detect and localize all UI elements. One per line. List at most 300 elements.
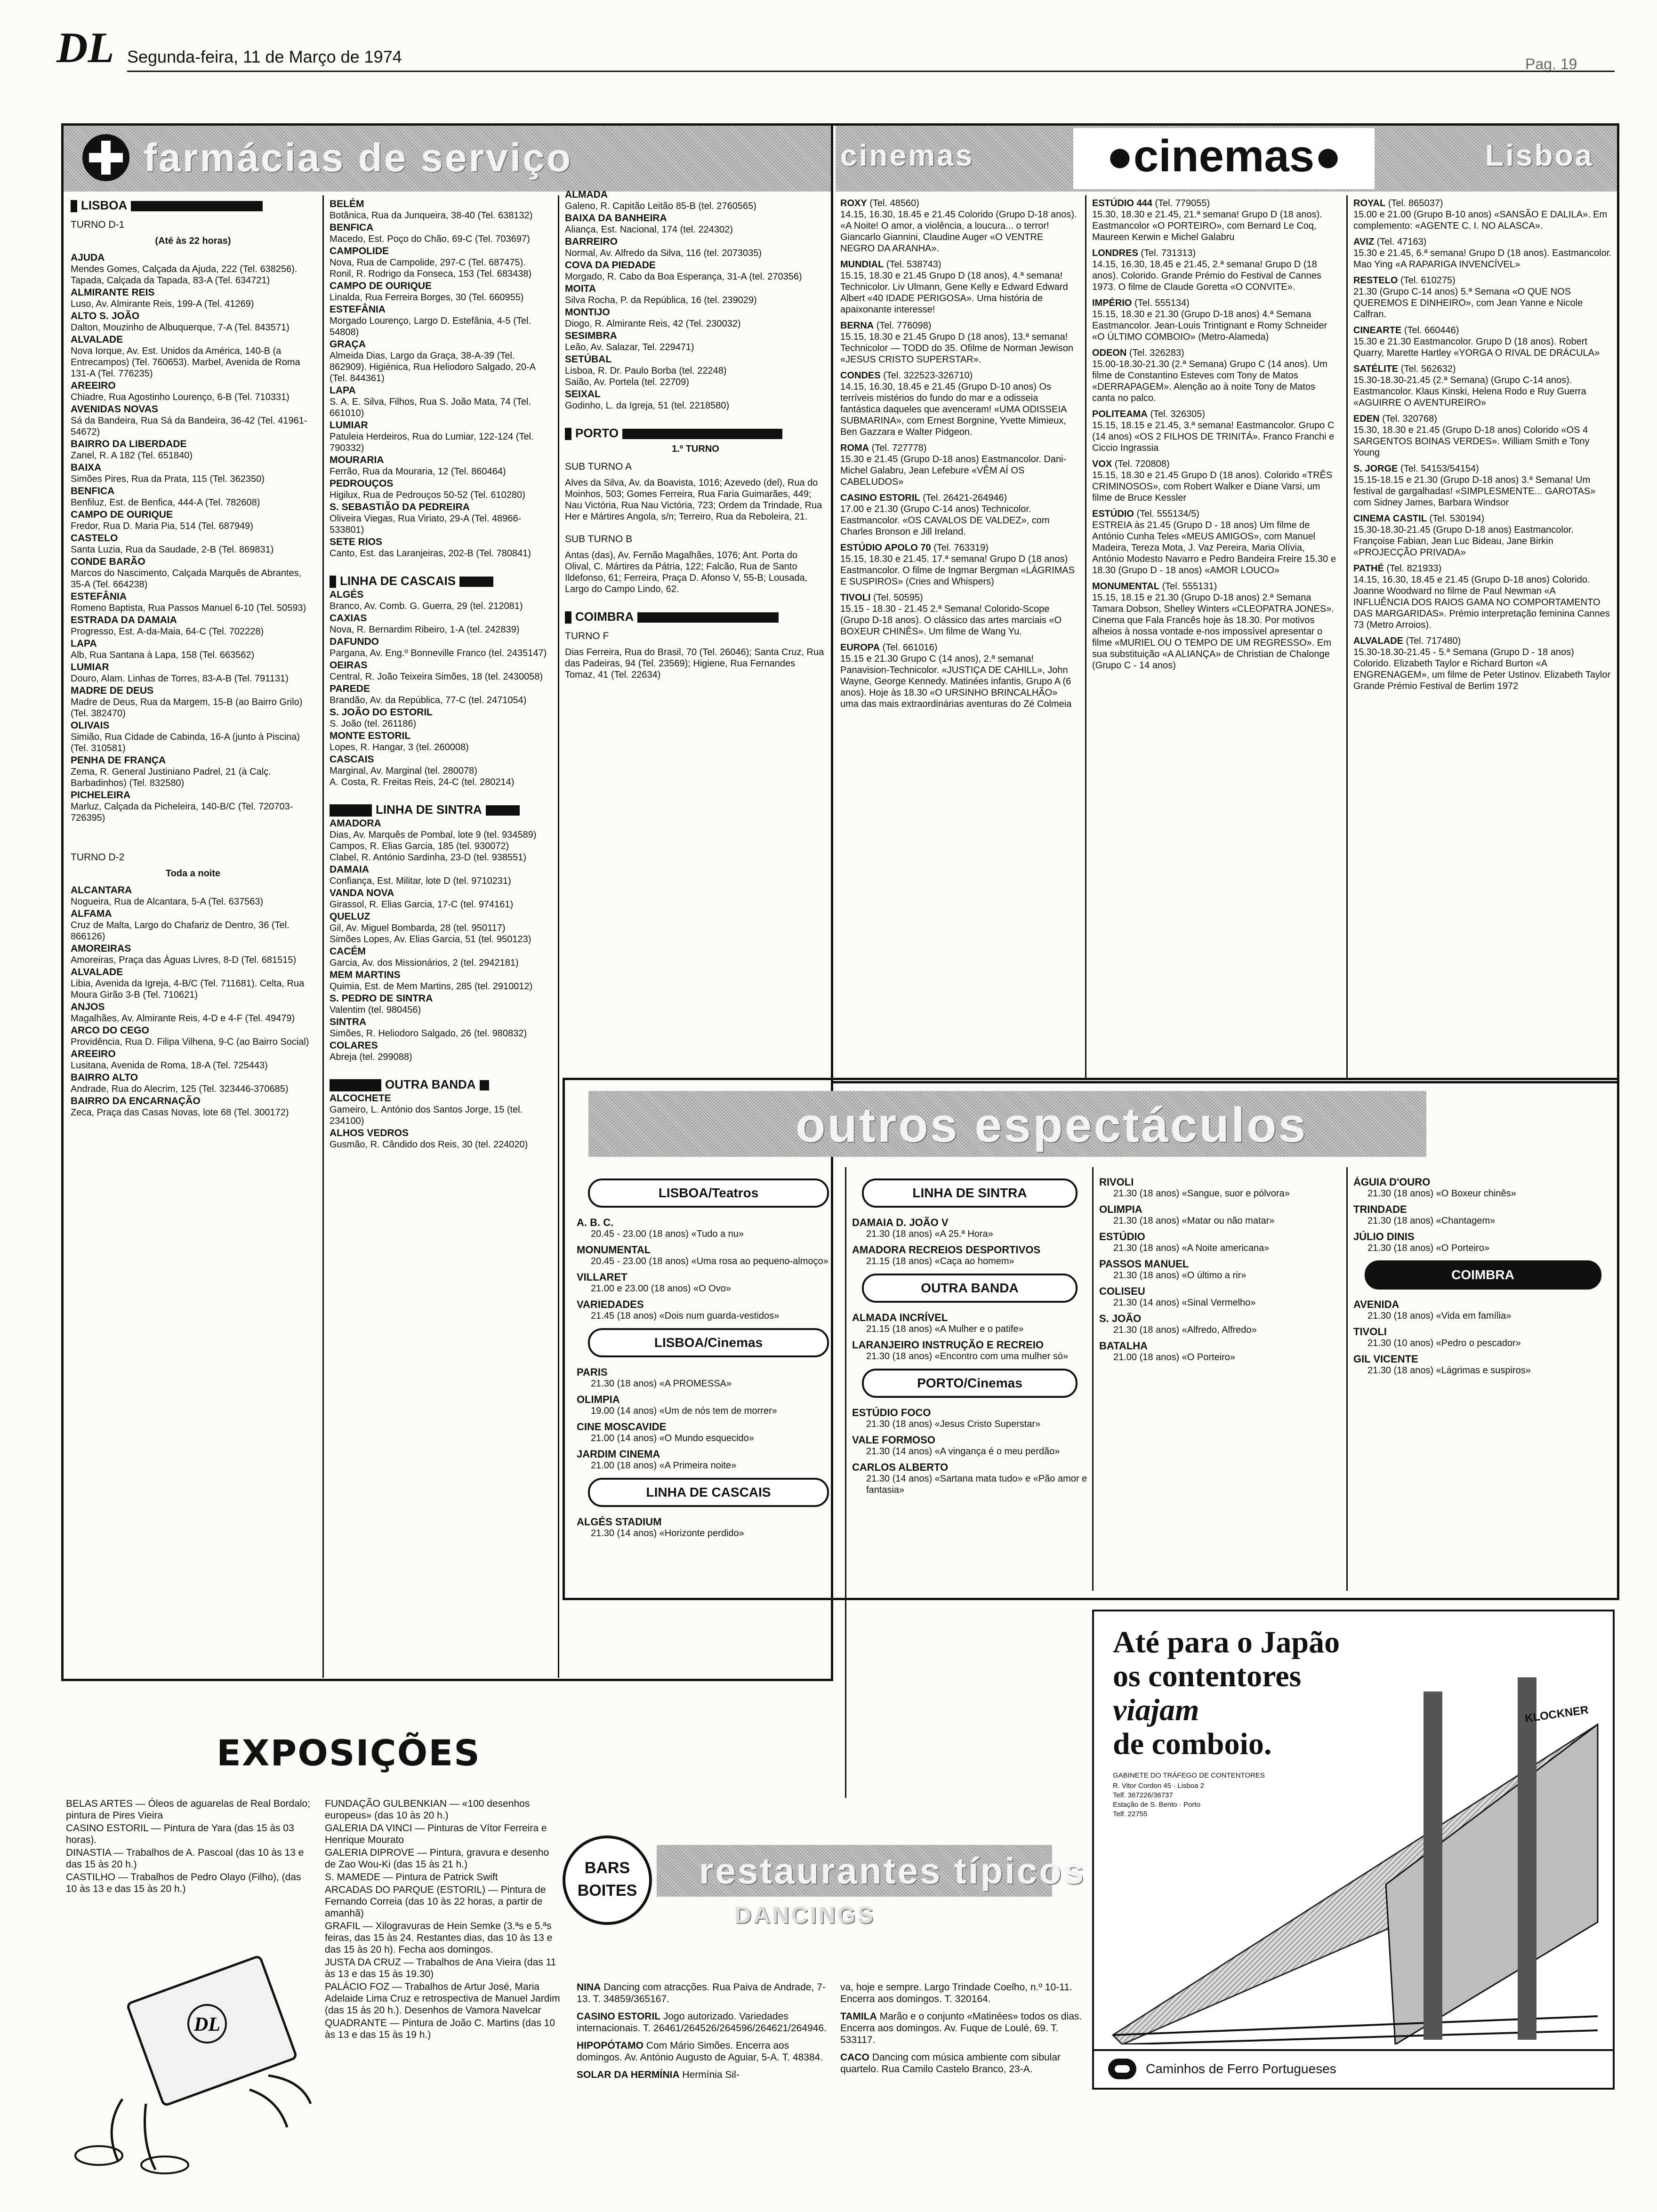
pharmacy-place: CASTELO <box>71 533 118 544</box>
exhibition-entry: S. MAMEDE — Pintura de Patrick Swift <box>325 1872 498 1883</box>
pharmacy-entry: Alb, Rua Santana à Lapa, 158 (Tel. 663562) <box>71 650 255 660</box>
exposicoes-col-2 <box>325 1798 560 2184</box>
masthead-rule <box>127 71 1615 72</box>
pharmacies-col-3 <box>565 188 826 1130</box>
cinema-listing <box>1092 198 1337 243</box>
outros-col-3 <box>1099 1177 1335 1591</box>
cinema-heading <box>1353 413 1612 425</box>
bars-col-1 <box>577 1981 833 2086</box>
exhibition-illustration <box>71 1920 315 2174</box>
bars-col-2 <box>840 1981 1085 2081</box>
show-details: 21.30 (14 anos) «A vingança é o meu perdão» <box>866 1446 1060 1457</box>
cinema-name: TIVOLI <box>840 593 871 603</box>
cinema-details: 15.30, 18.30 e 21.45 (Grupo D-18 anos) Colorido «OS 4 SARGENTOS BOINAS VERDES». William Smith e Tony Young <box>1353 425 1590 458</box>
cinema-details: 15.15, 18.30 e 21.45. 17.ª semana! Grupo D (18 anos) Eastmancolor. O filme de Ingmar Bergman «LÁGRIMAS E SUSPIROS» (Cries and Whispers) <box>840 554 1075 587</box>
show-details: 21.30 (14 anos) «Sartana mata tudo» e «Pão amor e fantasia» <box>866 1474 1087 1495</box>
outra-banda-section-bar: OUTRA BANDA <box>330 1077 551 1092</box>
pharmacy-place: MONTIJO <box>565 307 610 318</box>
cinema-heading <box>840 592 1078 603</box>
show-venue: BATALHA <box>1099 1340 1148 1352</box>
pharmacy-entry: Chiadre, Rua Agostinho Lourenço, 6-B (Tel. 710331) <box>71 392 290 402</box>
cinema-heading <box>840 370 1078 381</box>
show-venue: RIVOLI <box>1099 1177 1134 1188</box>
cinema-listing <box>840 642 1078 710</box>
pharmacy-entry: Zanel, R. A 182 (Tel. 651840) <box>71 450 193 461</box>
cinema-heading <box>840 442 1078 454</box>
cinema-details: 15.15 e 21.30 Grupo C (14 anos), 2.ª semana! Panavision-Technicolor. «JUSTIÇA DE CAHILL», John Wayne, George Kennedy. Matinées infantis, Grupo A (6 anos). Hoje às 18.30 «O URSINHO BRINCALHÃO» uma das mais extraordinárias aventuras do Zé Colmeia <box>840 654 1072 709</box>
cinema-name: SATÉLITE <box>1353 364 1399 374</box>
ad-address-1: R. Vitor Cordon 45 · Lisboa 2 <box>1113 1782 1204 1790</box>
cinema-listing <box>1353 563 1612 631</box>
pharmacy-place: ESTEFÂNIA <box>71 591 127 602</box>
pharmacy-place: ALHOS VEDROS <box>330 1128 409 1138</box>
pharmacy-entry: Brandão, Av. da República, 77-C (tel. 2471054) <box>330 695 527 705</box>
pharmacy-list-sintra <box>330 818 551 1063</box>
bars-banner-text: restaurantes típicos <box>699 1850 1086 1891</box>
cinema-details: 15.30, 18.30 e 21.45, 21.ª semana! Grupo D (18 anos). Eastmancolor «O PORTEIRO», com Bernard Le Coq, Maureen Kerwin e Michel Galabru <box>1092 209 1322 242</box>
show-details: 21.30 (18 anos) «Lágrimas e suspiros» <box>1367 1365 1531 1376</box>
bar-details: Dancing com atracções. Rua Paiva de Andrade, 7-13. T. 34859/365167. <box>577 1982 826 2004</box>
cinema-heading <box>1092 198 1337 209</box>
lisboa-section-bar: LISBOA <box>71 198 315 213</box>
ad-headline-3: viajam <box>1113 1693 1199 1727</box>
pharmacy-entry: Simões Lopes, Av. Elias Garcia, 51 (tel. 950123) <box>330 934 531 945</box>
show-details: 20.45 - 23.00 (18 anos) «Uma rosa ao pequeno-almoço» <box>591 1256 828 1266</box>
pharmacy-entry: Saião, Av. Portela (tel. 22709) <box>565 377 689 387</box>
pharmacy-place: ESTRADA DA DAMAIA <box>71 615 177 625</box>
show-venue: VILLARET <box>577 1271 627 1283</box>
pharmacy-entry: Libia, Avenida da Igreja, 4-B/C (Tel. 711681). Celta, Rua Moura Girão 3-B (Tel. 710621) <box>71 978 305 1000</box>
exhibition-entry: DINASTIA — Trabalhos de A. Pascoal (das 10 às 13 e das 15 às 20 h.) <box>66 1847 304 1870</box>
cinemas-banner-left: cinemas <box>840 138 974 172</box>
cinemas-banner-right: Lisboa <box>1485 138 1594 172</box>
pharmacy-place: MONTE ESTORIL <box>330 730 411 741</box>
pharmacy-entry: Diogo, R. Almirante Reis, 42 (Tel. 230032) <box>565 319 741 329</box>
cinemas-col-divider-2 <box>1346 195 1348 1080</box>
cinema-tel: (Tel. 776098) <box>876 321 932 331</box>
show-venue: ESTÚDIO FOCO <box>852 1407 931 1419</box>
cinema-listing <box>840 592 1078 637</box>
pharmacies-banner-text: farmácias de serviço <box>144 136 573 180</box>
porto-sub-a-label: SUB TURNO A <box>565 461 632 472</box>
cinema-details: 15.15, 18.30 e 21.30 (Grupo D-18 anos) 4.ª Semana Eastmancolor. Jean-Louis Trintignant e Romy Schneider «O ÚLTIMO COMBOIO» (Metro-Alameda) <box>1092 309 1327 342</box>
pharmacy-col-divider-2 <box>558 195 559 1678</box>
cinema-heading <box>840 320 1078 331</box>
pharmacy-place: MOURARIA <box>330 455 384 465</box>
pharmacy-list-col2 <box>330 199 551 559</box>
pharmacy-entry: Silva Rocha, P. da República, 16 (tel. 239029) <box>565 295 757 305</box>
cinema-listing <box>840 259 1078 315</box>
bar-details: Hermínia Sil- <box>682 2069 740 2080</box>
pharmacy-place: VANDA NOVA <box>330 888 394 898</box>
cinema-details: ESTREIA às 21.45 (Grupo D - 18 anos) Um filme de António Cunha Teles «MEUS AMIGOS», com Manuel Madeira, Tereza Mota, J. Vaz Pereira, Maria Olívia, António Modesto Navarro e Pedro Bandeira Freire 15.30 e 18.30 (Grupo D - 18 anos) «AMOR LOUCO» <box>1092 520 1336 576</box>
pharmacy-place: S. SEBASTIÃO DA PEDREIRA <box>330 502 470 513</box>
show-details: 21.30 (18 anos) «A Noite americana» <box>1113 1243 1270 1253</box>
bars-badge-line-1: BARS <box>584 1859 630 1877</box>
cinema-listing <box>1092 581 1337 671</box>
pharmacy-entry: Valentim (tel. 980456) <box>330 1005 421 1015</box>
cinema-tel: (Tel. 865037) <box>1388 198 1443 208</box>
pharmacy-entry: Zema, R. General Justiniano Padrel, 21 (à Calç. Barbadinhos) (Tel. 832580) <box>71 767 271 788</box>
ad-headline-4: de comboio. <box>1113 1727 1272 1761</box>
bar-entry <box>577 1981 833 2005</box>
show-venue: A. B. C. <box>577 1217 614 1228</box>
pharmacy-entry: Simões, R. Heliodoro Salgado, 26 (tel. 980832) <box>330 1028 527 1039</box>
pharmacy-place: ARCO DO CEGO <box>71 1025 149 1036</box>
show-venue: OLIMPIA <box>577 1394 620 1405</box>
pharmacy-entry: Nova, R. Bernardim Ribeiro, 1-A (tel. 242839) <box>330 625 520 635</box>
pharmacy-entry: S. João (tel. 261186) <box>330 719 417 729</box>
cinema-name: ALVALADE <box>1353 636 1403 646</box>
bar-details: Dancing com música ambiente com sibular quartelo. Rua Camilo Castelo Branco, 23-A. <box>840 2052 1061 2075</box>
pharmacy-entry: Morgado, R. Cabo da Boa Esperança, 31-A (tel. 270356) <box>565 272 802 282</box>
show-venue: CARLOS ALBERTO <box>852 1461 949 1473</box>
until-22-label: (Até às 22 horas) <box>155 236 231 246</box>
exhibition-entry: GALERIA DA VINCI — Pinturas de Vítor Ferreira e Henrique Mourato <box>325 1823 547 1845</box>
bar-name: SOLAR DA HERMÍNIA <box>577 2069 680 2080</box>
cinema-name: ESTÚDIO 444 <box>1092 198 1152 208</box>
cinema-heading <box>840 259 1078 270</box>
show-details: 21.30 (18 anos) «O último a rir» <box>1113 1270 1247 1281</box>
bar-name: TAMILA <box>840 2011 877 2022</box>
cinema-tel: (Tel. 54153/54154) <box>1400 464 1479 474</box>
pharmacy-place: ALCANTARA <box>71 885 132 896</box>
pharmacy-cross-icon <box>82 134 129 181</box>
pharmacy-place: S. JOÃO DO ESTORIL <box>330 707 433 718</box>
show-venue: LARANJEIRO INSTRUÇÃO E RECREIO <box>852 1339 1044 1351</box>
cinema-name: ODEON <box>1092 348 1127 358</box>
cinema-name: S. JORGE <box>1353 464 1398 474</box>
outros-banner <box>588 1091 1426 1157</box>
pharmacy-entry: Patuleia Herdeiros, Rua do Lumiar, 122-124 (Tel. 790332) <box>330 432 534 453</box>
pharmacy-entry: Clabel, R. António Sardinha, 23-D (tel. 938551) <box>330 852 527 863</box>
cinema-heading <box>1353 463 1612 474</box>
cinema-tel: (Tel. 326283) <box>1129 348 1184 358</box>
cinema-tel: (Tel. 610275) <box>1400 275 1456 286</box>
cinema-listing <box>840 198 1078 254</box>
pharmacy-entry: Simião, Rua Cidade de Cabinda, 16-A (junto à Piscina) (Tel. 310581) <box>71 732 300 753</box>
cinema-tel: (Tel. 763319) <box>933 543 989 553</box>
cinema-listing <box>1353 198 1612 232</box>
cinema-name: CONDES <box>840 370 881 381</box>
pharmacy-entry: Sá da Bandeira, Rua Sá da Bandeira, 36-42 (Tel. 41961-54672) <box>71 416 307 437</box>
outra-banda-pill: OUTRA BANDA <box>862 1274 1078 1303</box>
pharmacy-entry: Aliança, Est. Nacional, 174 (tel. 224302) <box>565 224 733 235</box>
pharmacy-place: ANJOS <box>71 1002 105 1012</box>
outros-col-divider-2 <box>1092 1167 1094 1591</box>
bar-details: Com Mário Simões. Encerra aos domingos. Av. António Augusto de Aguiar, 5-A. T. 48384. <box>577 2040 823 2063</box>
cinema-tel: (Tel. 731313) <box>1141 248 1196 258</box>
pharmacy-place: GRAÇA <box>330 339 366 350</box>
outros-col-4 <box>1353 1177 1612 1591</box>
cinema-tel: (Tel. 48560) <box>869 198 919 208</box>
pharmacy-place: ALTO S. JOÃO <box>71 311 140 321</box>
porto-sub-b-text: Antas (das), Av. Fernão Magalhães, 1076; Ant. Porta do Olival, C. Mártires da Pátria, 122; Falcão, Rua de Santo Ildefonso, 61; Ferreira, Praça D. Afonso V, 55-B; Lousada, Largo do Campo Lindo, 62. <box>565 550 808 594</box>
pharmacy-entry: Higilux, Rua de Pedrouços 50-52 (Tel. 610280) <box>330 490 525 500</box>
show-details: 20.45 - 23.00 (18 anos) «Tudo a nu» <box>591 1229 744 1239</box>
porto-section-bar: PORTO <box>565 425 826 441</box>
cinema-listing <box>1092 409 1337 454</box>
porto-sub-b-label: SUB TURNO B <box>565 534 633 545</box>
show-venue: AVENIDA <box>1353 1298 1400 1310</box>
lisboa-teatros-pill: LISBOA/Teatros <box>588 1178 829 1208</box>
cinema-listing <box>1092 347 1337 404</box>
cinema-heading <box>1353 635 1612 647</box>
pharmacy-list-cascais <box>330 589 551 788</box>
pharmacy-entry: Providência, Rua D. Filipa Vilhena, 9-C (ao Bairro Social) <box>71 1037 309 1047</box>
container-label: KLOCKNER <box>1524 1703 1590 1725</box>
pharmacy-place: S. PEDRO DE SINTRA <box>330 993 433 1004</box>
exhibition-entry: FUNDAÇÃO GULBENKIAN — «100 desenhos europeus» (das 10 às 20 h.) <box>325 1798 530 1821</box>
exhibition-entry: BELAS ARTES — Óleos de aguarelas de Real Bordalo; pintura de Pires Vieira <box>66 1798 311 1821</box>
ad-footer-rule <box>1094 2049 1613 2051</box>
bar-name: HIPOPÓTAMO <box>577 2040 643 2051</box>
bar-name: CACO <box>840 2052 869 2063</box>
cinema-name: EUROPA <box>840 642 880 653</box>
pharmacy-entry: Nogueira, Rua de Alcantara, 5-A (Tel. 637563) <box>71 897 264 907</box>
exhibition-entry: JUSTA DA CRUZ — Trabalhos de Ana Vieira (das 11 às 13 e das 15 às 19.30) <box>325 1957 556 1980</box>
turno-d2-label: TURNO D-2 <box>71 852 125 863</box>
coimbra-text: Dias Ferreira, Rua do Brasil, 70 (Tel. 26046); Santa Cruz, Rua das Padeiras, 94 (Tel. 23569); Higiene, Rua Fernandes Tomaz, 41 (Tel. 22634) <box>565 647 824 680</box>
pharmacy-place: LUMIAR <box>330 420 368 431</box>
ad-headline-1: Até para o Japão <box>1113 1625 1340 1659</box>
pharmacy-place: DAFUNDO <box>330 636 379 647</box>
pharmacy-place: LUMIAR <box>71 662 109 673</box>
pharmacy-entry: Amoreiras, Praça das Águas Livres, 8-D (Tel. 681515) <box>71 955 297 965</box>
lisboa-cinemas-pill: LISBOA/Cinemas <box>588 1328 829 1357</box>
cinema-tel: (Tel. 538743) <box>886 259 941 270</box>
cinema-tel: (Tel. 727778) <box>871 443 927 453</box>
pharmacy-place: SEIXAL <box>565 389 601 400</box>
exhibition-entry: GALERIA DIPROVE — Pintura, gravura e desenho de Zao Wou-Ki (das 15 às 21 h.) <box>325 1847 549 1870</box>
cinema-tel: (Tel. 555134/5) <box>1136 509 1199 519</box>
show-venue: ALMADA INCRÍVEL <box>852 1312 948 1323</box>
cinema-details: 15.15, 18.15 e 21.45, 3.ª semana! Eastmancolor. Grupo C (14 anos) «OS 2 FILHOS DE TRINITÁ». Franco Franchi e Ciccio Ingrassia <box>1092 420 1335 453</box>
pharmacy-entry: Luso, Av. Almirante Reis, 199-A (Tel. 41269) <box>71 299 254 309</box>
cinema-details: 14.15, 16.30, 18.45 e 21.45 (Grupo D-18 anos) Colorido. Joanne Woodward no filme de Paul Newman «A INFLUÊNCIA DOS RAIOS GAMA NO COMPORTAMENTO DAS MARGARIDAS». Prémio interpretação feminina Cannes 73 (Metro Arroios). <box>1353 575 1610 630</box>
bars-badge-line-2: BOITES <box>577 1882 637 1899</box>
cinema-listing <box>1353 463 1612 508</box>
cinema-details: 21.30 (Grupo C-14 anos) 5.ª Semana «O QUE NOS QUEREMOS E DINHEIRO», com Jean Yanne e Nicole Calfran. <box>1353 287 1583 320</box>
bars-sub-banner: DANCINGS <box>734 1902 875 1928</box>
pharmacy-entry: Gusmão, R. Cândido dos Reis, 30 (tel. 224020) <box>330 1139 528 1150</box>
pharmacy-entry: Oliveira Viegas, Rua Viriato, 29-A (Tel. 48966-533801) <box>330 513 522 535</box>
ad-headline-2: os contentores <box>1113 1659 1302 1693</box>
pharmacy-entry: S. A. E. Silva, Filhos, Rua S. João Mata, 74 (Tel. 661010) <box>330 397 531 418</box>
cinema-name: VOX <box>1092 459 1112 469</box>
cinema-listing <box>840 492 1078 537</box>
pharmacy-entry: Progresso, Est. A-da-Maia, 64-C (Tel. 702228) <box>71 626 264 637</box>
show-details: 21.30 (18 anos) «O Boxeur chinês» <box>1367 1188 1516 1199</box>
show-details: 21.15 (18 anos) «A Mulher e o patife» <box>866 1324 1024 1334</box>
show-details: 21.30 (18 anos) «Chantagem» <box>1367 1216 1496 1226</box>
pharmacy-place: ALFAMA <box>71 908 112 919</box>
pharmacies-col-2 <box>330 198 551 1675</box>
pharmacy-entry: Confiança, Est. Militar, lote D (tel. 9710231) <box>330 876 511 886</box>
pharmacy-place: OEIRAS <box>330 660 368 671</box>
pharmacy-entry: Zeca, Praça das Casas Novas, lote 68 (Tel. 300172) <box>71 1107 289 1118</box>
cinema-heading <box>1353 563 1612 574</box>
cinema-heading <box>1092 458 1337 470</box>
pharmacy-list-col3 <box>565 189 826 411</box>
show-details: 21.00 (18 anos) «A Primeira noite» <box>591 1460 737 1471</box>
cinema-heading <box>1353 275 1612 286</box>
pharmacy-entry: Marluz, Calçada da Picheleira, 140-B/C (Tel. 720703-726395) <box>71 801 293 823</box>
cinemas-col-1 <box>840 198 1078 1082</box>
show-details: 21.30 (10 anos) «Pedro o pescador» <box>1367 1338 1521 1348</box>
show-venue: MONUMENTAL <box>577 1244 651 1256</box>
exposicoes-col-1 <box>66 1798 311 1896</box>
cinema-listing <box>840 370 1078 438</box>
cinema-heading <box>840 492 1078 504</box>
show-details: 21.45 (18 anos) «Dois num guarda-vestidos» <box>591 1311 780 1321</box>
pharmacy-entry: Abreja (tel. 299088) <box>330 1052 412 1062</box>
pharmacy-place: PICHELEIRA <box>71 790 131 801</box>
pharmacies-col-1 <box>71 198 315 1675</box>
pharmacy-entry: Marginal, Av. Marginal (tel. 280078) <box>330 766 477 776</box>
all-night-label: Toda a noite <box>165 868 221 879</box>
show-details: 21.30 (18 anos) «Vida em família» <box>1367 1311 1512 1321</box>
train-container <box>1386 1724 1598 2044</box>
pharmacy-list-outra-banda <box>330 1093 551 1150</box>
cinema-heading <box>1353 236 1612 248</box>
porto-turno: 1.º TURNO <box>672 444 719 454</box>
pharmacy-list-d1 <box>71 252 315 824</box>
show-venue: VALE FORMOSO <box>852 1434 935 1446</box>
bar-details: va, hoje e sempre. Largo Trindade Coelho, n.º 10-11. Encerra aos domingos. T. 320164. <box>840 1982 1072 2004</box>
cinema-listing <box>1092 458 1337 504</box>
coimbra-pill: COIMBRA <box>1365 1260 1601 1290</box>
pharmacy-entry: Girassol, R. Elias Garcia, 17-C (tel. 974161) <box>330 899 514 910</box>
pharmacy-place: BELÉM <box>330 199 364 209</box>
pharmacy-entry: Simões Pires, Rua da Prata, 115 (Tel. 362350) <box>71 474 265 484</box>
cinema-name: ESTÚDIO <box>1092 509 1134 519</box>
outros-col-1 <box>577 1172 840 1803</box>
exhibition-entry: CASTILHO — Trabalhos de Pedro Olayo (Filho), (das 10 às 13 e das 15 às 20 h.) <box>66 1872 301 1894</box>
show-venue: PASSOS MANUEL <box>1099 1258 1189 1270</box>
pharmacy-place: ALMADA <box>565 189 608 200</box>
show-details: 21.30 (14 anos) «Sinal Vermelho» <box>1113 1298 1256 1308</box>
cinema-details: 15.30-18.30-21.45 - 5.ª Semana (Grupo D - 18 anos) Colorido. Elizabeth Taylor e Richard Burton «A ENGRENAGEM», um filme de Peter Ustinov. Elizabeth Taylor Grande Prémio Festival de Berlim 1972 <box>1353 647 1611 691</box>
cinema-listing <box>1353 325 1612 359</box>
cinema-details: 15.30 e 21.45 (Grupo D-18 anos) Eastmancolor. Dani-Michel Galabru, Jean Lefebure «VÊM AÍ OS CABELUDOS» <box>840 454 1067 487</box>
pharmacy-place: OLIVAIS <box>71 720 110 731</box>
show-venue: TRINDADE <box>1353 1203 1407 1215</box>
outros-col-divider-1 <box>845 1167 846 1798</box>
pharmacy-entry: Macedo, Est. Poço do Chão, 69-C (Tel. 703697) <box>330 234 530 244</box>
pharmacy-place: LAPA <box>330 385 356 396</box>
show-venue: JARDIM CINEMA <box>577 1448 660 1460</box>
show-venue: JÚLIO DINIS <box>1353 1231 1415 1242</box>
cinema-tel: (Tel. 555131) <box>1162 581 1217 592</box>
cinema-name: ROYAL <box>1353 198 1386 208</box>
ad-address-2: Telf. 367226/36737 <box>1113 1791 1173 1799</box>
exhibition-entry: ARCADAS DO PARQUE (ESTORIL) — Pintura de Fernando Correia (das 10 às 22 horas, a partir de amanhã) <box>325 1884 546 1919</box>
newspaper-logo: DL <box>56 24 114 72</box>
pharmacy-entry: Galeno, R. Capitão Leitão 85-B (tel. 2760565) <box>565 201 756 211</box>
exhibition-entry: PALÁCIO FOZ — Trabalhos de Artur José, Maria Adelaide Lima Cruz e retrospectiva de Manuel Jardim (das 15 às 20 h.). Desenhos de Vamora Navelcar <box>325 1981 560 2016</box>
cinema-name: ROXY <box>840 198 867 208</box>
bar-name: NINA <box>577 1982 601 1993</box>
outros-col-2 <box>852 1172 1087 1803</box>
cinema-name: LONDRES <box>1092 248 1138 258</box>
pharmacy-entry: Canto, Est. das Laranjeiras, 202-B (Tel. 780841) <box>330 548 531 559</box>
pharmacy-col-divider-1 <box>322 195 324 1678</box>
pharmacy-place: CAMPO DE OURIQUE <box>330 281 432 291</box>
pharmacy-place: CACÉM <box>330 946 366 957</box>
pharmacy-entry: Morgado Lourenço, Largo D. Estefânia, 4-5 (Tel. 54808) <box>330 316 531 337</box>
outros-col-divider-3 <box>1346 1167 1348 1591</box>
pharmacy-entry: A. Costa, R. Freitas Reis, 24-C (tel. 280214) <box>330 777 515 787</box>
pharmacy-entry: Ferrão, Rua da Mouraria, 12 (Tel. 860464) <box>330 466 506 477</box>
show-details: 21.30 (18 anos) «Jesus Cristo Superstar» <box>866 1419 1041 1429</box>
train-illustration <box>1103 1630 1607 2044</box>
cinema-heading <box>1353 513 1612 524</box>
show-venue: S. JOÃO <box>1099 1313 1142 1324</box>
pharmacy-entry: Lusitana, Avenida de Roma, 18-A (Tel. 725443) <box>71 1060 268 1071</box>
cinema-heading <box>1353 198 1612 209</box>
cinema-tel: (Tel. 322523-326710) <box>883 370 973 381</box>
cinema-tel: (Tel. 720808) <box>1114 459 1170 469</box>
show-details: 21.30 (18 anos) «Alfredo, Alfredo» <box>1113 1325 1257 1335</box>
pharmacy-place: COLARES <box>330 1040 378 1051</box>
cinema-details: 15.15 - 18.30 - 21.45 2.ª Semana! Colorido-Scope (Grupo D-18 anos). O clássico das artes marciais «O BOXEUR CHINÊS». Um filme de Wang Yu. <box>840 604 1062 637</box>
pharmacy-place: MEM MARTINS <box>330 970 401 980</box>
cinema-tel: (Tel. 326305) <box>1150 409 1206 419</box>
cinemas-col-3 <box>1353 198 1612 1082</box>
pharmacy-entry: Lisboa, R. Dr. Paulo Borba (tel. 22248) <box>565 366 727 376</box>
pharmacy-place: BAIXA <box>71 462 102 473</box>
exhibition-entry: QUADRANTE — Pintura de João C. Martins (das 10 às 13 e das 15 às 19 h.) <box>325 2018 555 2040</box>
pharmacy-list-d2 <box>71 885 315 1118</box>
cinema-name: BERNA <box>840 321 874 331</box>
pharmacies-banner <box>64 126 831 192</box>
ad-address-4: Telf. 22755 <box>1113 1810 1148 1818</box>
cinema-tel: (Tel. 660446) <box>1404 325 1459 336</box>
bar-entry <box>577 2011 833 2034</box>
masthead-date: Segunda-feira, 11 de Março de 1974 <box>127 47 402 66</box>
cinema-tel: (Tel. 821933) <box>1386 563 1442 574</box>
cinema-details: 15.00 e 21.00 (Grupo B-10 anos) «SANSÃO E DALILA». Em complemento: «AGENTE C. I. NO ALASCA». <box>1353 209 1608 231</box>
pharmacy-entry: Nova Iorque, Av. Est. Unidos da América, 140-B (a Entrecampos) (Tel. 760653). Marbel, Avenida de Roma 131-A (Tel. 776235) <box>71 346 300 379</box>
ad-brand: Caminhos de Ferro Portugueses <box>1146 2061 1336 2076</box>
show-venue: OLIMPIA <box>1099 1203 1142 1215</box>
pharmacy-place: ALMIRANTE REIS <box>71 287 155 298</box>
cinema-listing <box>1353 635 1612 692</box>
pharmacy-entry: Branco, Av. Comb. G. Guerra, 29 (tel. 212081) <box>330 601 523 611</box>
cinema-name: CINEARTE <box>1353 325 1402 336</box>
pharmacy-place: AJUDA <box>71 252 105 263</box>
cinema-tel: (Tel. 50595) <box>873 593 923 603</box>
cinema-listing <box>1092 248 1337 293</box>
cinema-heading <box>1353 363 1612 375</box>
pharmacy-entry: Nova, Rua de Campolide, 297-C (Tel. 687475). Ronil, R. Rodrigo da Fonseca, 153 (Tel. 683438) <box>330 257 532 279</box>
pharmacy-place: SETÚBAL <box>565 354 612 365</box>
cinema-tel: (Tel. 320768) <box>1382 414 1437 424</box>
cinema-heading <box>1092 409 1337 420</box>
pharmacy-entry: Gameiro, L. António dos Santos Jorge, 15 (tel. 234100) <box>330 1105 523 1126</box>
pharmacy-entry: Pargana, Av. Eng.º Bonneville Franco (tel. 2435147) <box>330 648 547 658</box>
cinema-name: AVIZ <box>1353 237 1375 247</box>
pharmacy-place: BAIRRO ALTO <box>71 1072 138 1083</box>
show-venue: DAMAIA D. JOÃO V <box>852 1217 949 1228</box>
bar-entry <box>840 2052 1085 2075</box>
show-venue: VARIEDADES <box>577 1298 644 1310</box>
pharmacy-place: ALCOCHETE <box>330 1093 391 1104</box>
sintra-section-bar: LINHA DE SINTRA <box>330 802 551 817</box>
pharmacy-place: CASCAIS <box>330 754 374 765</box>
show-details: 21.30 (18 anos) «Encontro com uma mulher só» <box>866 1351 1069 1362</box>
